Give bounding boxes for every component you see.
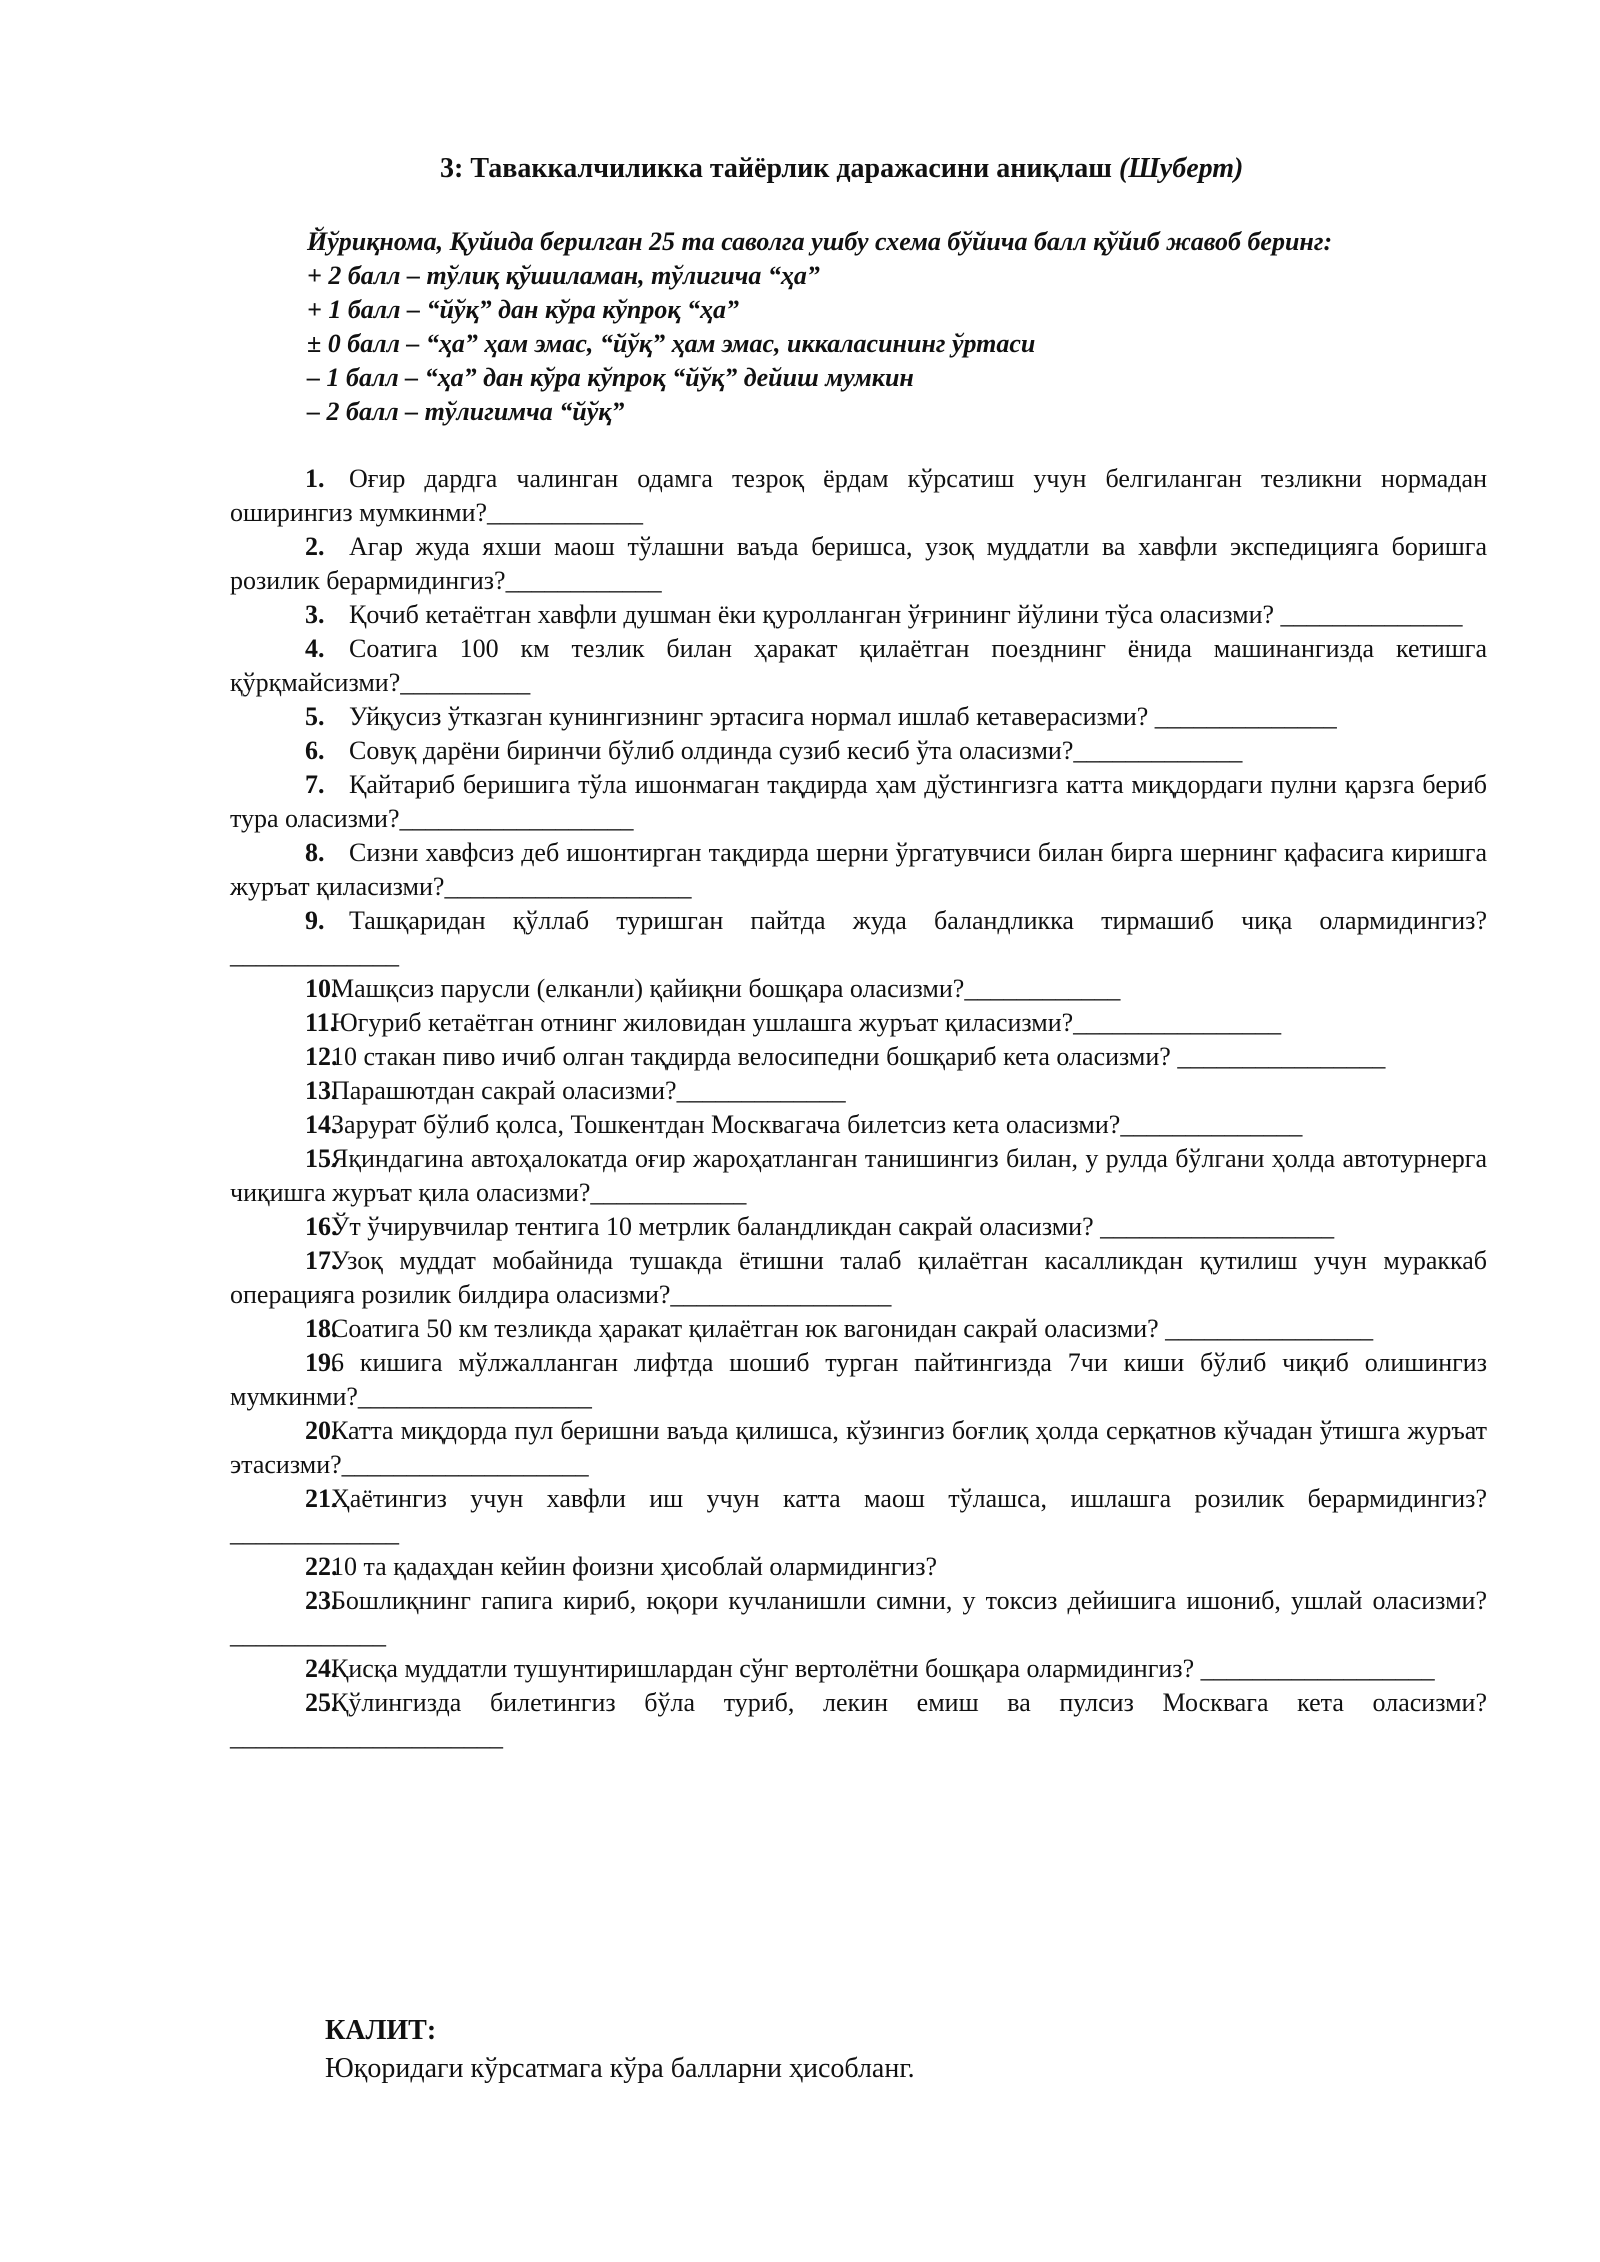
question-item [230,1584,1487,1652]
question-item [230,1142,1487,1210]
question-item [230,1414,1487,1482]
question-number: 10. [305,974,338,1003]
instructions-heading: Йўриқнома, Қуйида берилган 25 та саволга ушбу схема бўйича балл қўйиб жавоб беринг: [307,227,1333,256]
title-author: (Шуберт) [1118,153,1244,184]
question-text: Ташқаридан қўллаб туришган пайтда жуда баландликка тирмашиб чиқа олармидингиз? _____________ [230,906,1487,969]
question-number: 16. [305,1212,338,1241]
question-number: 7. [305,770,325,799]
question-item [230,530,1487,598]
question-number: 2. [305,532,325,561]
question-item [230,836,1487,904]
question-text: 10 стакан пиво ичиб олган тақдирда велосипедни бошқариб кета оласизми? ________________ [331,1042,1386,1071]
question-item [230,1210,1487,1244]
question-number: 23. [305,1586,338,1615]
question-list [230,462,1487,1754]
question-number: 17. [305,1246,338,1275]
question-number: 20. [305,1416,338,1445]
question-item [230,1074,1487,1108]
question-text: Сизни хавфсиз деб ишонтирган тақдирда шерни ўргатувчиси билан бирга шернинг қафасига киришга журъат қиласизми?___________________ [230,838,1487,901]
key-title: КАЛИТ: [325,2015,437,2046]
question-item [230,1346,1487,1414]
question-item [230,1482,1487,1550]
question-text: Узоқ муддат мобайнида тушакда ётишни талаб қилаётган касалликдан қутилиш учун мураккаб операцияга розилик билдира оласизми?_________________ [230,1246,1487,1309]
question-text: Қўлингизда билетингиз бўла туриб, лекин емиш ва пулсиз Москвага кета оласизми? _____________________ [230,1688,1487,1751]
scoring-rule: – 1 балл – “ҳа” дан кўра кўпроқ “йўқ” дейиш мумкин [307,363,914,392]
question-number: 18. [305,1314,338,1343]
question-number: 6. [305,736,325,765]
question-number: 4. [305,634,325,663]
question-number: 13. [305,1076,338,1105]
scoring-rule: ± 0 балл – “ҳа” ҳам эмас, “йўқ” ҳам эмас, иккаласининг ўртаси [307,329,1036,358]
question-number: 11. [305,1008,337,1037]
question-text: Машқсиз парусли (елканли) қайиқни бошқара оласизми?____________ [331,974,1121,1003]
question-text: Қочиб кетаётган хавфли душман ёки қуролланган ўғрининг йўлини тўса оласизми? ______________ [349,600,1463,629]
key-text: Юқоридаги кўрсатмага кўра балларни ҳисобланг. [325,2053,915,2084]
question-number: 9. [305,906,325,935]
question-number: 1. [305,464,325,493]
question-number: 3. [305,600,325,629]
question-number: 19. [305,1348,338,1377]
question-item [230,1312,1487,1346]
question-item [230,1108,1487,1142]
question-item [230,972,1487,1006]
question-number: 15. [305,1144,338,1173]
question-text: Оғир дардга чалинган одамга тезроқ ёрдам кўрсатиш учун белгиланган тезликни нормадан оширингиз мумкинми?____________ [230,464,1487,527]
question-text: Югуриб кетаётган отнинг жиловидан ушлашга журъат қиласизми?________________ [331,1008,1282,1037]
question-number: 25. [305,1688,338,1717]
question-number: 8. [305,838,325,867]
question-item [230,768,1487,836]
question-item [230,1006,1487,1040]
question-item [230,632,1487,700]
question-number: 22. [305,1552,338,1581]
question-item [230,700,1487,734]
question-text: Бошлиқнинг гапига кириб, юқори кучланишли симни, у токсиз дейишига ишониб, ушлай оласизми?____________ [230,1586,1487,1649]
question-text: Соатига 50 км тезликда ҳаракат қилаётган юк вагонидан сакрай оласизми? ________________ [331,1314,1374,1343]
question-text: Агар жуда яхши маош тўлашни ваъда беришса, узоқ муддатли ва хавфли экспедицияга боришга розилик берармидингиз?____________ [230,532,1487,595]
question-text: Қисқа муддатли тушунтиришлардан сўнг вертолётни бошқара олармидингиз? __________________ [331,1654,1435,1683]
title-text: 3: Таваккалчиликка тайёрлик даражасини аниқлаш [440,153,1119,184]
question-item [230,1686,1487,1754]
question-text: Соатига 100 км тезлик билан ҳаракат қилаётган поезднинг ёнида машинангизда кетишга қўрқмайсизми?__________ [230,634,1487,697]
question-item [230,598,1487,632]
question-text: Катта миқдорда пул беришни ваъда қилишса, кўзингиз боғлиқ ҳолда серқатнов кўчадан ўтишга журъат этасизми?___________________ [230,1416,1487,1479]
answer-key [325,2012,915,2088]
question-item [230,904,1487,972]
question-number: 14. [305,1110,338,1139]
question-number: 12. [305,1042,338,1071]
question-text: Қайтариб беришига тўла ишонмаган тақдирда ҳам дўстингизга катта миқдордаги пулни қарзга бериб тура оласизми?__________________ [230,770,1487,833]
scoring-rule: + 1 балл – “йўқ” дан кўра кўпроқ “ҳа” [307,295,740,324]
instructions-block [307,225,1507,429]
question-item [230,1040,1487,1074]
question-text: Яқиндагина автоҳалокатда оғир жароҳатланган танишингиз билан, у рулда бўлгани ҳолда автотурнерга чиқишга журъат қила оласизми?____________ [230,1144,1487,1207]
question-text: Уйқусиз ўтказган кунингизнинг эртасига нормал ишлаб кетаверасизми? ______________ [349,702,1337,731]
question-item [230,462,1487,530]
question-item [230,1550,1487,1584]
scoring-rule: – 2 балл – тўлигимча “йўқ” [307,397,625,426]
question-text: Ҳаётингиз учун хавфли иш учун катта маош тўлашса, ишлашга розилик берармидингиз? _____________ [230,1484,1487,1547]
question-text: 10 та қадаҳдан кейин фоизни ҳисоблай олармидингиз? [331,1552,938,1581]
document-title [440,151,1243,187]
question-item [230,734,1487,768]
question-text: Ўт ўчирувчилар тентига 10 метрлик баландликдан сакрай оласизми? __________________ [331,1212,1335,1241]
question-text: Совуқ дарёни биринчи бўлиб олдинда сузиб кесиб ўта оласизми?_____________ [349,736,1243,765]
question-item [230,1244,1487,1312]
question-number: 24. [305,1654,338,1683]
question-text: Зарурат бўлиб қолса, Тошкентдан Москвагача билетсиз кета оласизми?______________ [331,1110,1303,1139]
question-number: 5. [305,702,325,731]
question-item [230,1652,1487,1686]
question-text: 6 кишига мўлжалланган лифтда шошиб турган пайтингизда 7чи киши бўлиб чиқиб олишингиз мумкинми?__________________ [230,1348,1487,1411]
question-text: Парашютдан сакрай оласизми?_____________ [331,1076,846,1105]
scoring-rule: + 2 балл – тўлиқ қўшиламан, тўлигича “ҳа” [307,261,820,290]
question-number: 21. [305,1484,338,1513]
